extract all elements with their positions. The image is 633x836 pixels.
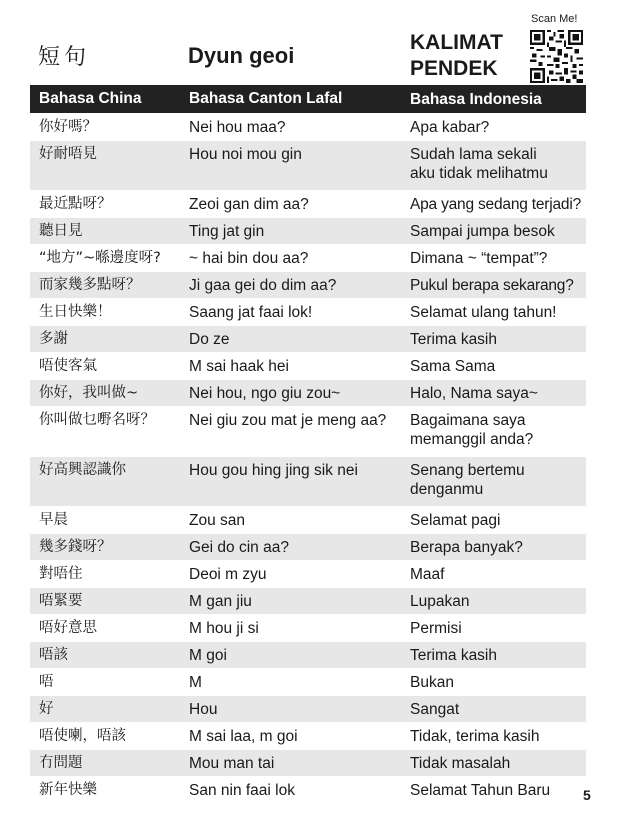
- cell-chinese: 早晨: [39, 512, 68, 528]
- cell-indonesian: Sampai jumpa besok: [410, 223, 555, 240]
- cell-chinese: 新年快樂: [39, 782, 97, 798]
- cell-chinese: 唔該: [39, 647, 68, 663]
- cell-chinese: 多謝: [39, 331, 68, 347]
- table-row: [30, 271, 586, 298]
- cell-indonesian: Apa kabar?: [410, 119, 490, 136]
- cell-cantonese: Nei hou maa?: [189, 119, 286, 136]
- cantonese-title: Dyun geoi: [188, 43, 295, 68]
- phrase-table: [30, 85, 586, 803]
- cell-chinese: 唔: [39, 674, 54, 690]
- cell-cantonese: Gei do cin aa?: [189, 539, 289, 556]
- table-row: [30, 325, 586, 352]
- cell-chinese: 聽日見: [39, 223, 83, 239]
- column-header-chinese: Bahasa China: [39, 90, 142, 107]
- cell-indonesian: Selamat pagi: [410, 512, 501, 529]
- cell-indonesian: Selamat Tahun Baru: [410, 782, 551, 799]
- cell-cantonese: Hou noi mou gin: [189, 146, 302, 163]
- cell-chinese: 生日快樂！: [39, 304, 112, 320]
- table-row: [30, 506, 586, 533]
- column-header-cantonese: Bahasa Canton Lafal: [189, 90, 343, 107]
- table-row: [30, 140, 586, 190]
- cell-chinese: 你好嗎？: [39, 119, 97, 135]
- cell-indonesian: Sudah lama sekali aku tidak melihatmu: [410, 146, 548, 182]
- table-row: [30, 244, 586, 271]
- cell-chinese: 幾多錢呀？: [39, 539, 112, 555]
- cell-cantonese: Nei giu zou mat je meng aa?: [189, 412, 387, 429]
- cell-cantonese: Do ze: [189, 331, 230, 348]
- column-header-indonesian: Bahasa Indonesia: [410, 90, 542, 108]
- qr-code-icon[interactable]: [530, 30, 583, 83]
- table-row: [30, 587, 586, 614]
- cell-chinese: 好耐唔見: [39, 146, 97, 162]
- table-row: [30, 695, 586, 722]
- table-row: [30, 749, 586, 776]
- table-row: [30, 352, 586, 379]
- table-row: [30, 298, 586, 325]
- cell-indonesian: Bagaimana saya memanggil anda?: [410, 412, 534, 448]
- table-row: [30, 113, 586, 140]
- cell-chinese: 最近點呀？: [39, 196, 112, 212]
- cell-indonesian: Maaf: [410, 566, 445, 583]
- cell-cantonese: M gan jiu: [189, 593, 252, 610]
- cell-chinese: 唔好意思: [39, 620, 97, 636]
- table-row: [30, 641, 586, 668]
- cell-indonesian: Sangat: [410, 701, 460, 718]
- indonesian-title-line1: KALIMAT: [410, 31, 503, 54]
- table-row: [30, 668, 586, 695]
- cell-cantonese: M hou ji si: [189, 620, 259, 637]
- cell-indonesian: Berapa banyak?: [410, 539, 523, 556]
- table-header: [30, 85, 586, 113]
- cell-indonesian: Dimana ~ “tempat”?: [410, 250, 548, 267]
- cell-indonesian: Permisi: [410, 620, 462, 637]
- cell-chinese: 好: [39, 701, 54, 717]
- cell-cantonese: San nin faai lok: [189, 782, 295, 799]
- cell-indonesian: Apa yang sedang terjadi?: [410, 196, 581, 213]
- table-row: [30, 379, 586, 406]
- cell-indonesian: Tidak masalah: [410, 755, 511, 772]
- indonesian-title: [410, 30, 503, 82]
- cell-indonesian: Terima kasih: [410, 647, 497, 664]
- cell-cantonese: M goi: [189, 647, 227, 664]
- table-row: [30, 217, 586, 244]
- cell-cantonese: Zeoi gan dim aa?: [189, 196, 309, 213]
- cell-chinese: “地方”~喺邊度呀?: [39, 250, 161, 266]
- cell-cantonese: Hou: [189, 701, 218, 718]
- cell-cantonese: M sai haak hei: [189, 358, 289, 375]
- indonesian-title-line2: PENDEK: [410, 57, 498, 80]
- table-row: [30, 614, 586, 641]
- chinese-title: 短句: [38, 45, 91, 70]
- cell-chinese: 唔使客氣: [39, 358, 97, 374]
- cell-cantonese: Deoi m zyu: [189, 566, 267, 583]
- cell-chinese: 唔緊要: [39, 593, 83, 609]
- cell-chinese: 而家幾多點呀？: [39, 277, 141, 293]
- cell-indonesian: Halo, Nama saya~: [410, 385, 538, 402]
- cell-cantonese: Nei hou, ngo giu zou~: [189, 385, 341, 402]
- table-row: [30, 190, 586, 217]
- cell-chinese: 唔使喇，唔該: [39, 728, 126, 744]
- cell-indonesian: Selamat ulang tahun!: [410, 304, 557, 321]
- cell-indonesian: Lupakan: [410, 593, 470, 610]
- table-row: [30, 406, 586, 456]
- cell-cantonese: Hou gou hing jing sik nei: [189, 462, 358, 479]
- table-row: [30, 456, 586, 506]
- cell-cantonese: Mou man tai: [189, 755, 275, 772]
- cell-chinese: 你好，我叫做~: [39, 385, 139, 401]
- cell-cantonese: Ji gaa gei do dim aa?: [189, 277, 337, 294]
- cell-cantonese: Ting jat gin: [189, 223, 265, 240]
- page-number: 5: [583, 787, 591, 803]
- cell-chinese: 你叫做乜嘢名呀？: [39, 412, 155, 428]
- cell-indonesian: Senang bertemu denganmu: [410, 462, 525, 498]
- cell-cantonese: ~ hai bin dou aa?: [189, 250, 309, 267]
- table-row: [30, 776, 586, 803]
- table-row: [30, 560, 586, 587]
- cell-cantonese: M: [189, 674, 202, 691]
- cell-indonesian: Pukul berapa sekarang?: [410, 277, 574, 294]
- cell-chinese: 對唔住: [39, 566, 83, 582]
- scan-label: Scan Me!: [531, 13, 578, 25]
- cell-chinese: 好高興認識你: [39, 462, 126, 478]
- cell-indonesian: Sama Sama: [410, 358, 496, 375]
- table-row: [30, 722, 586, 749]
- cell-cantonese: Saang jat faai lok!: [189, 304, 313, 321]
- cell-cantonese: Zou san: [189, 512, 246, 529]
- cell-indonesian: Tidak, terima kasih: [410, 728, 540, 745]
- cell-indonesian: Terima kasih: [410, 331, 497, 348]
- cell-cantonese: M sai laa, m goi: [189, 728, 298, 745]
- cell-indonesian: Bukan: [410, 674, 454, 691]
- table-row: [30, 533, 586, 560]
- cell-chinese: 冇問題: [39, 755, 83, 771]
